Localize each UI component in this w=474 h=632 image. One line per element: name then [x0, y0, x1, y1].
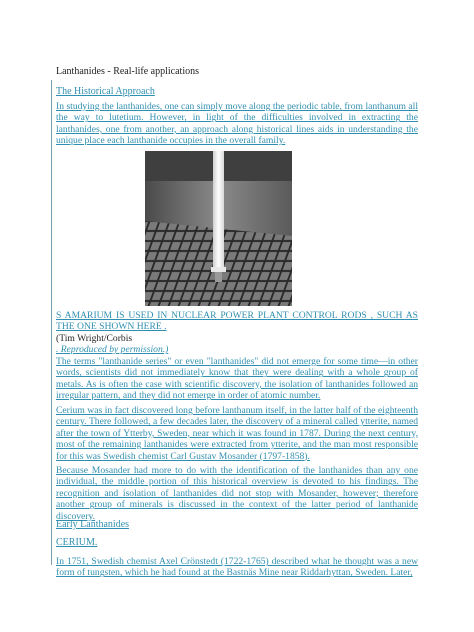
section-heading-historical[interactable]: The Historical Approach [56, 86, 155, 97]
photo-credit-note[interactable]: . Reproduced by permission.) [56, 344, 169, 355]
intro-paragraph[interactable]: In studying the lanthanides, one can simply move along the periodic table, from lanthanum all the way to lutetium. However, in light of the difficulties involved in extracting the lanthanides, one from another, an approach along historical lines aids in understanding the unique place each lanthanide occupies in the overall family. [56, 101, 418, 147]
paragraph-cerium-ytterite[interactable]: Cerium was in fact discovered long before lanthanum itself, in the latter half of the eighteenth century. There followed, a few decades later, the discovery of a mineral called ytterite, named after the town of Ytterby, Sweden, near which it was found in 1787. During the next century, most of the remaining lanthanides were extracted from ytterite, and the man most responsible for this was Swedish chemist Carl Gustav Mosander (1797-1858). [56, 405, 418, 462]
control-rod-photo [145, 151, 292, 306]
subheading-cerium[interactable]: CERIUM. [56, 537, 98, 548]
photo-caption[interactable]: S AMARIUM IS USED IN NUCLEAR POWER PLANT CONTROL RODS , SUCH AS THE ONE SHOWN HERE . [56, 310, 418, 333]
document-title: Lanthanides - Real-life applications [56, 66, 200, 77]
paragraph-mosander[interactable]: Because Mosander had more to do with the identification of the lanthanides than any one individual, the middle portion of this historical overview is devoted to his findings. The recognition and isolation of lanthanides did not stop with Mosander, however; therefore another group of minerals is discussed in the context of the latter period of lanthanide discovery. [56, 465, 418, 522]
paragraph-lanthanide-series[interactable]: The terms "lanthanide series" or even "lanthanides" did not emerge for some time—in other words, scientists did not immediately know that they were dealing with a whole group of metals. As is often the case with scientific discovery, the isolation of lanthanides followed an irregular pattern, and they did not emerge in order of atomic number. [56, 356, 418, 402]
section-heading-early-lanthanides[interactable]: Early Lanthanides [56, 519, 130, 530]
left-margin-rule [51, 80, 52, 565]
photo-credit: (Tim Wright/Corbis [56, 333, 133, 344]
paragraph-cronstedt[interactable]: In 1751, Swedish chemist Axel Crönstedt (1722-1765) described what he thought was a new form of tungsten, which he had found at the Bastnäs Mine near Riddarhyttan, Sweden. Later, [56, 556, 418, 579]
control-rod-image [145, 151, 292, 306]
